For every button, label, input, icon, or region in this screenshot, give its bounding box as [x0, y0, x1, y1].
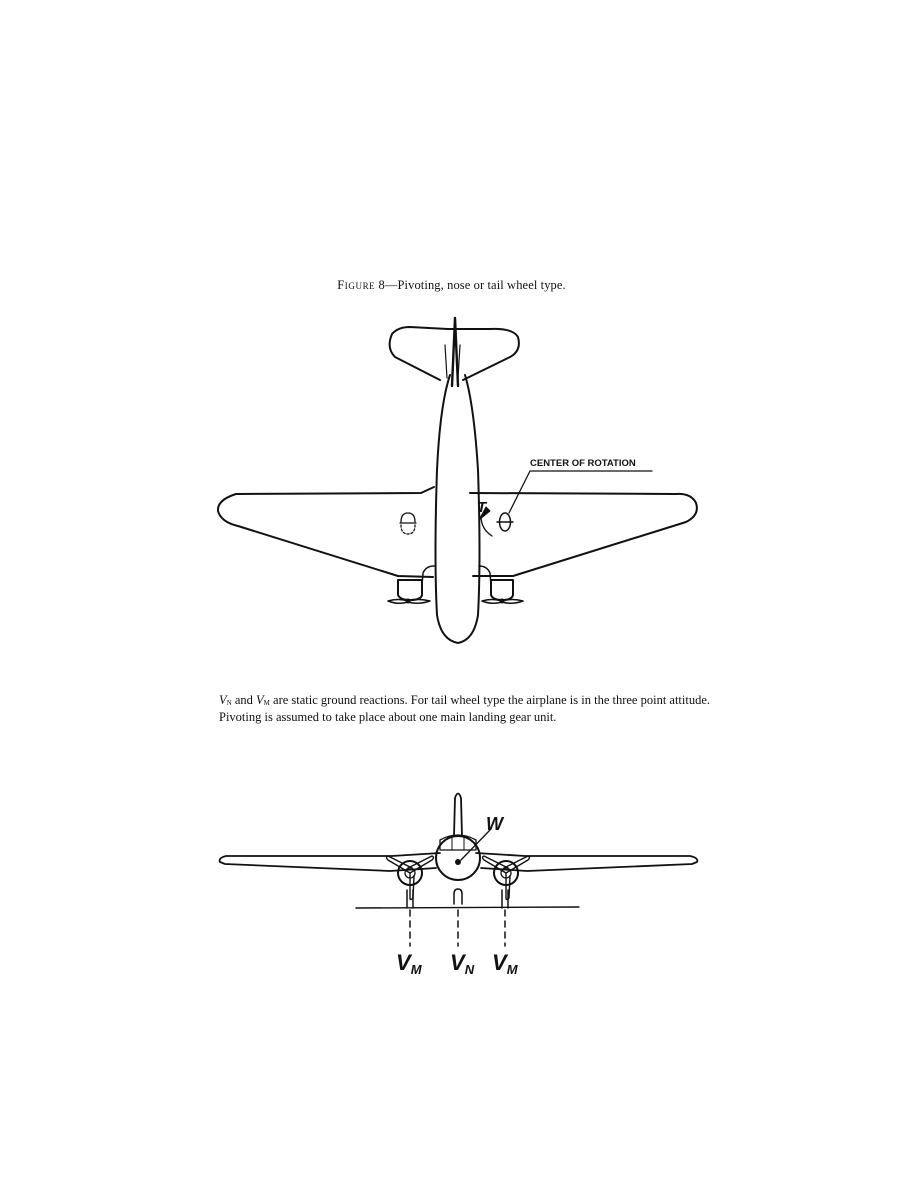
- ground-line: [356, 907, 579, 908]
- weight-label: W: [486, 814, 503, 834]
- nose-gear-leg: [454, 889, 462, 904]
- left-main-gear: [400, 513, 416, 534]
- note-text: are static ground reactions. For tail wheel type the airplane is in the three point attitude. Pivoting is assumed to take place about one main landing gear unit.: [219, 693, 711, 724]
- right-nacelle: [491, 580, 513, 600]
- vm-subscript: M: [263, 699, 270, 707]
- figure-number: 8: [378, 278, 385, 292]
- weight-leader: [461, 830, 490, 860]
- front-fin: [454, 794, 462, 837]
- fuselage: [436, 375, 480, 643]
- note-and: and: [231, 693, 257, 707]
- vn-subscript: N: [226, 699, 232, 707]
- right-propeller-front: [483, 856, 530, 900]
- right-main-gear: [497, 513, 513, 531]
- left-propeller-front: [387, 856, 434, 900]
- top-view-airplane: [218, 318, 697, 643]
- front-fuselage: [436, 836, 480, 880]
- front-view-airplane: [220, 794, 698, 947]
- figure-number-prefix: Figure: [337, 278, 376, 292]
- left-vm-label: VM: [396, 950, 422, 977]
- vm-symbol: V: [256, 693, 264, 707]
- right-vm-label: VM: [492, 950, 518, 977]
- left-nacelle: [398, 580, 422, 600]
- explanatory-note: [219, 693, 719, 724]
- vn-symbol: V: [219, 693, 227, 707]
- center-leader-line: [509, 471, 652, 513]
- torque-label: T: [477, 499, 487, 516]
- nose-vn-label: VN: [450, 950, 475, 977]
- center-of-rotation-label: CENTER OF ROTATION: [530, 458, 636, 469]
- main-wing: [218, 487, 697, 577]
- rotation-arc: [481, 516, 492, 536]
- figure-title: —Pivoting, nose or tail wheel type.: [384, 278, 566, 292]
